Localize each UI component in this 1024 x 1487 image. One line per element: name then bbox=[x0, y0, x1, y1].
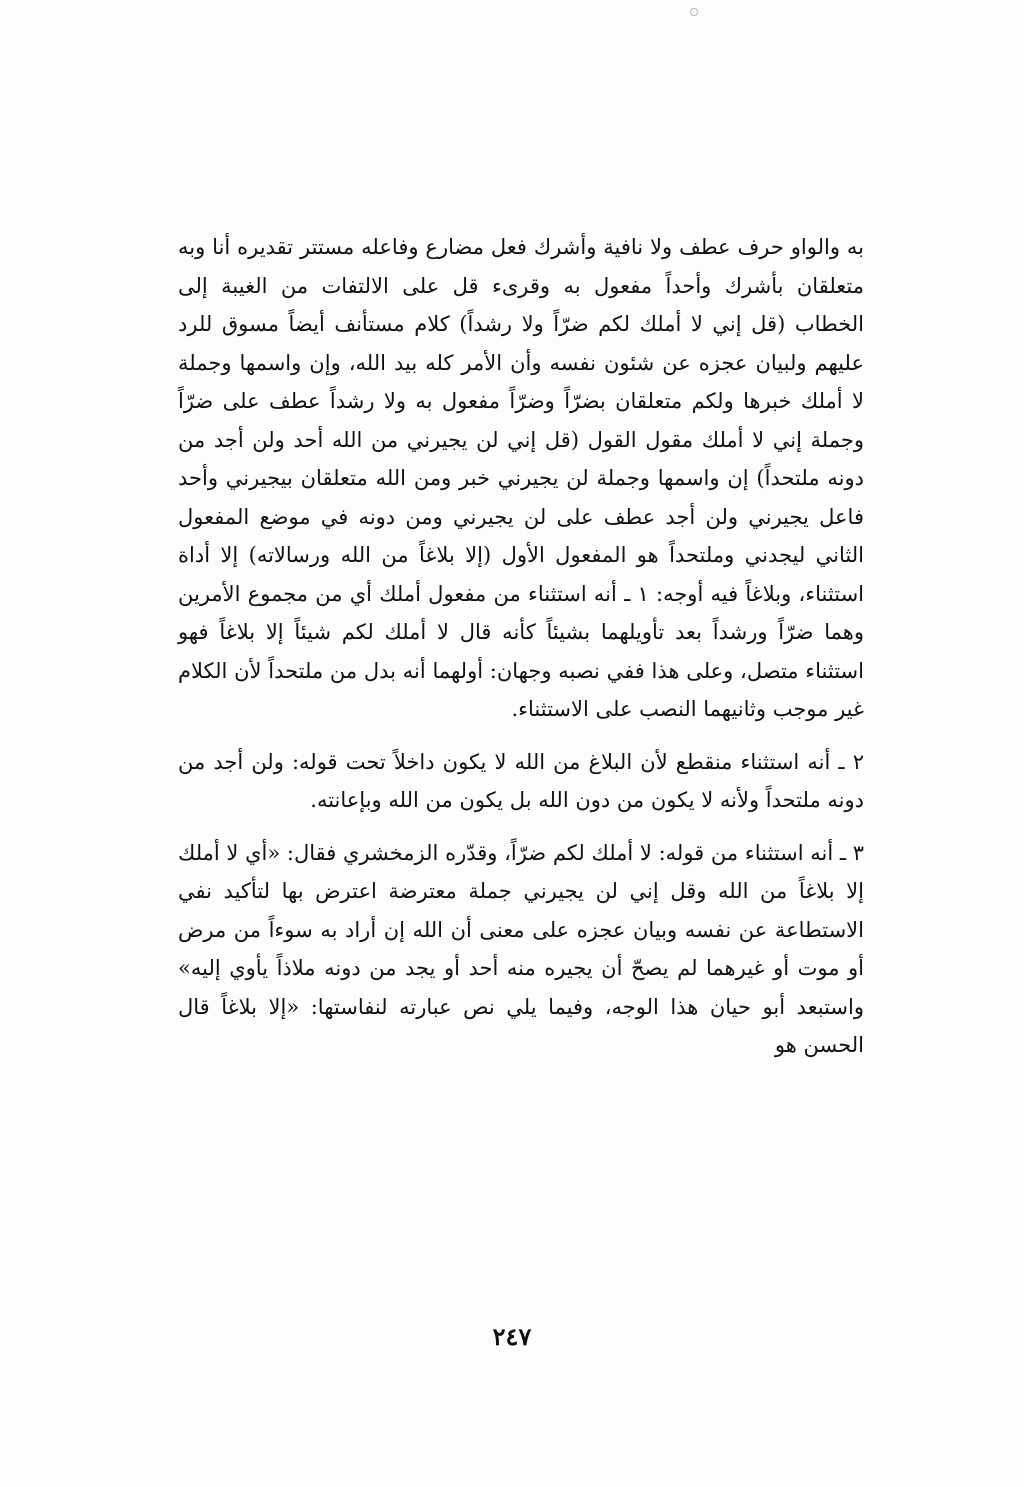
page-number: ٢٤٧ bbox=[492, 1322, 532, 1351]
paragraph-point-2: ٢ ـ أنه استثناء منقطع لأن البلاغ من الله لا يكون داخلاً تحت قوله: ولن أجد من دونه ملتحداً ولأنه لا يكون من دون الله بل يكون من الله وبإعانته. bbox=[178, 749, 864, 812]
paper-speck bbox=[690, 8, 698, 16]
paragraph-main: به والواو حرف عطف ولا نافية وأشرك فعل مضارع وفاعله مستتر تقديره أنا وبه متعلقان بأشرك وأحداً مفعول به وقرىء قل على الالتفات من الغيبة إلى الخطاب (قل إني لا أملك لكم ضرّاً ولا رشداً) كلام مستأنف أيضاً مسوق للرد عليهم ولبيان عجزه عن شئون نفسه وأن الأمر كله بيد الله، وإن واسمها وجملة لا أملك خبرها ولكم متعلقان بضرّاً وضرّاً مفعول به ولا رشداً عطف على ضرّاً وجملة إني لا أملك مقول القول (قل إني لن يجيرني من الله أحد ولن أجد من دونه ملتحداً) إن واسمها وجملة لن يجيرني خبر ومن الله متعلقان بيجيرني وأحد فاعل يجيرني ولن أجد عطف على لن يجيرني ومن دونه في موضع المفعول الثاني ليجدني وملتحداً هو المفعول الأول (إلا بلاغاً من الله ورسالاته) إلا أداة استثناء، وبلاغاً فيه أوجه: ١ ـ أنه استثناء من مفعول أملك أي من مجموع الأمرين وهما ضرّاً ورشداً بعد تأويلهما بشيئاً كأنه قال لا أملك لكم شيئاً إلا بلاغاً فهو استثناء متصل، وعلى هذا ففي نصبه وجهان: أولهما أنه بدل من ملتحداً لأن الكلام غير موجب وثانيهما النصب على الاستثناء. bbox=[178, 235, 864, 721]
body-text bbox=[178, 228, 864, 1065]
paragraph-point-3: ٣ ـ أنه استثناء من قوله: لا أملك لكم ضرّاً، وقدّره الزمخشري فقال: «أي لا أملك إلا بلاغاً من الله وقل إني لن يجيرني جملة معترضة اعترض بها لتأكيد نفي الاستطاعة عن نفسه وبيان عجزه على معنى أن الله إن أراد به سوءاً من مرض أو موت أو غيرهما لم يصحّ أن يجيره منه أحد أو يجد من دونه ملاذاً يأوي إليه» واستبعد أبو حيان هذا الوجه، وفيما يلي نص عبارته لنفاستها: «إلا بلاغاً قال الحسن هو bbox=[178, 840, 864, 1057]
